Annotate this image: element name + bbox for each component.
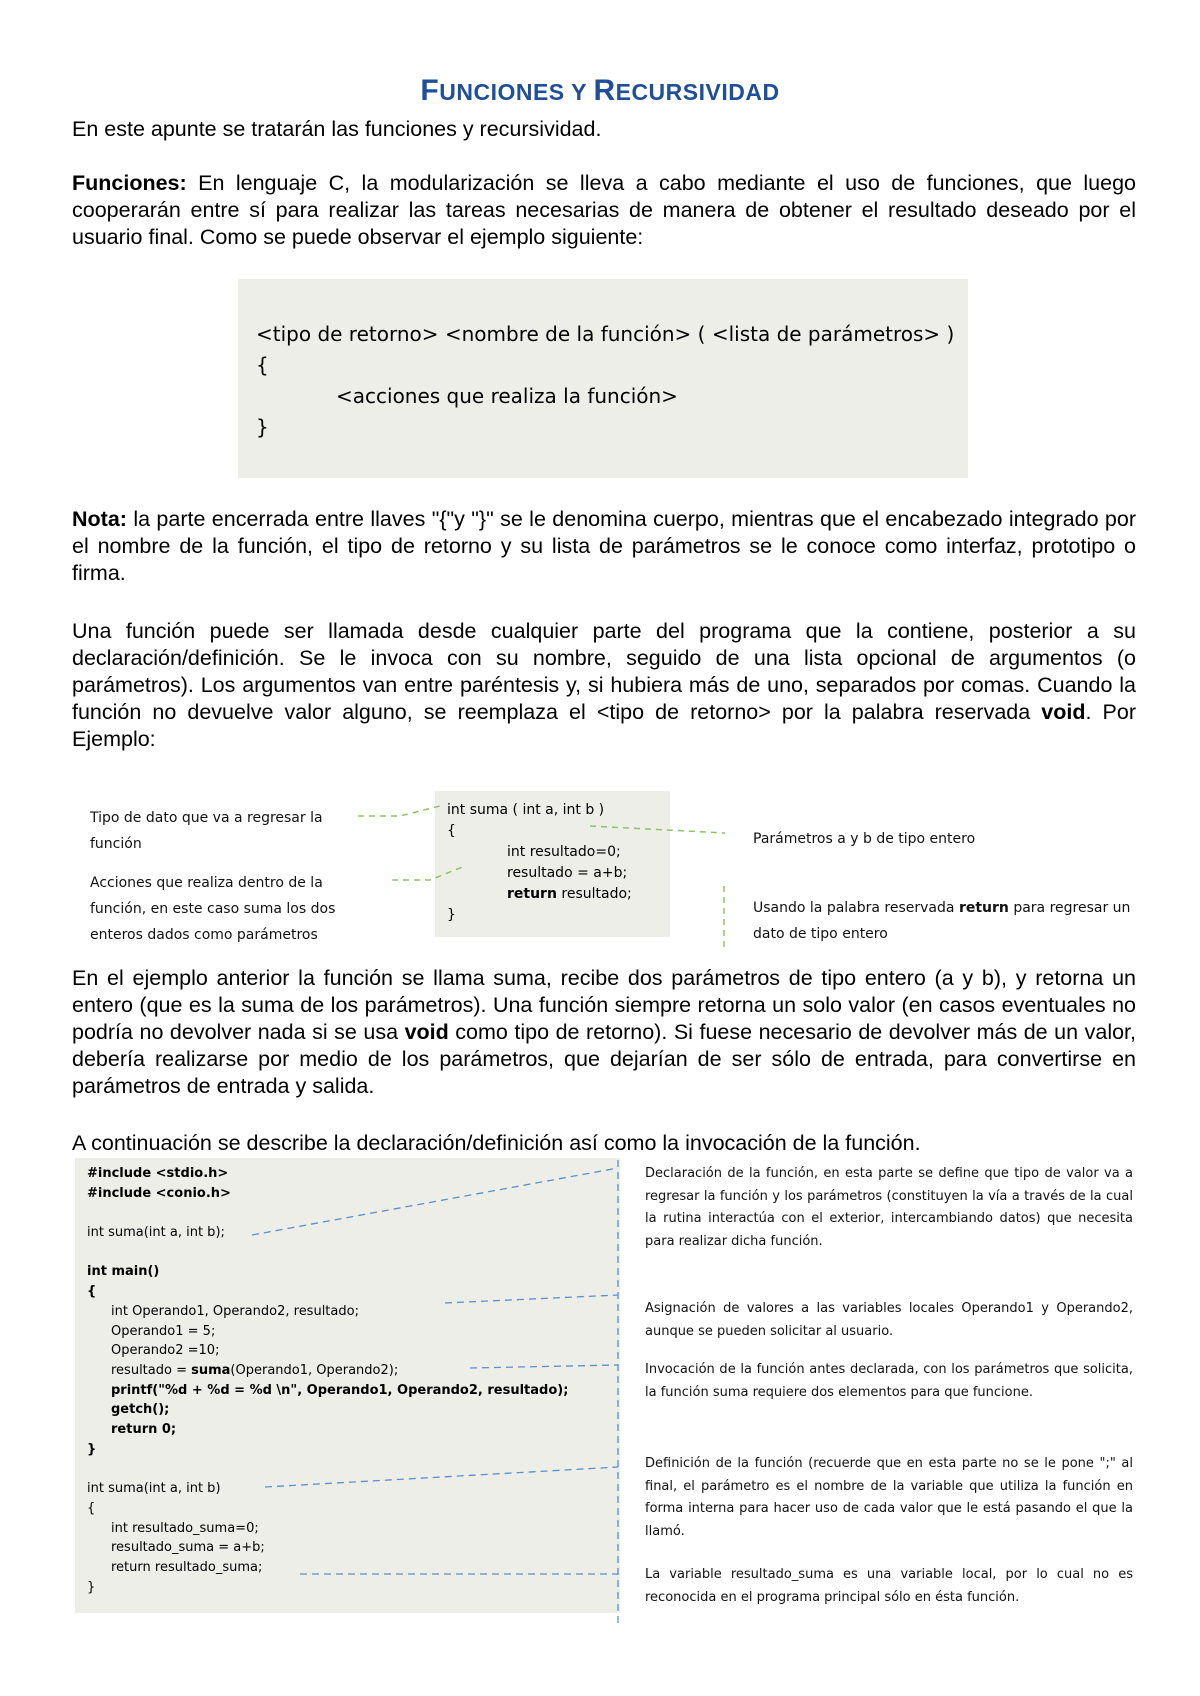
code-call-pre: resultado = — [111, 1363, 192, 1378]
intro-paragraph: En este apunte se tratarán las funciones y recursividad. — [72, 117, 602, 141]
connector-definicion — [265, 1467, 618, 1487]
code-line: Operando1 = 5; — [111, 1323, 216, 1339]
code-line: getch(); — [111, 1402, 170, 1418]
code-line: return resultado_suma; — [111, 1560, 263, 1576]
title-part: F — [420, 74, 440, 107]
note-acciones: Acciones que realiza dentro de la función, en este caso suma los dos enteros dados como parámetros — [90, 875, 336, 943]
side-note-asignacion: Asignación de valores a las variables locales Operando1 y Operando2, aunque se pueden solicitar al usuario. — [645, 1301, 1133, 1339]
title-part: Y — [564, 79, 594, 105]
syntax-line: <tipo de retorno> <nombre de la función> ( <lista de parámetros> ) — [256, 322, 955, 346]
note-parametros: Parámetros a y b de tipo entero — [753, 831, 976, 847]
title-part: UNCIONES — [439, 79, 565, 105]
side-note-variable: La variable resultado_suma es una variable local, por lo cual no es reconocida en el programa principal sólo en ésta función. — [645, 1567, 1133, 1605]
connector-declaracion — [252, 1168, 618, 1235]
title-part: ECURSIVIDAD — [615, 79, 780, 105]
example-open-brace: { — [447, 823, 456, 839]
return-keyword: return — [507, 886, 557, 902]
code-line: return 0; — [111, 1422, 177, 1438]
syntax-body: <acciones que realiza la función> — [336, 384, 678, 408]
code-line: printf("%d + %d = %d \n", Operando1, Operando2, resultado); — [111, 1382, 569, 1398]
funciones-label: Funciones: — [72, 171, 187, 195]
invocacion-tail: . Por Ejemplo: — [72, 700, 1137, 751]
side-note-invocacion: Invocación de la función antes declarada, con los parámetros que solicita, la función suma requiere dos elementos para que funcione. — [645, 1362, 1133, 1400]
code-line: int main() — [87, 1264, 160, 1280]
example-return-rest: resultado; — [556, 886, 632, 902]
syntax-close-brace: } — [256, 415, 269, 439]
code-line: } — [87, 1579, 96, 1595]
note-tipo-dato: Tipo de dato que va a regresar la función — [90, 810, 323, 852]
void-keyword: void — [404, 1020, 449, 1044]
nota-label: Nota: — [72, 507, 127, 531]
title-part: R — [593, 74, 616, 107]
code-line: { — [87, 1284, 97, 1300]
connector-asignacion — [445, 1295, 618, 1303]
code-line: int Operando1, Operando2, resultado; — [111, 1303, 359, 1319]
example-line: resultado = a+b; — [507, 865, 628, 881]
void-keyword: void — [1041, 700, 1086, 724]
code-call-fn: suma — [191, 1363, 231, 1378]
explicacion-text: En el ejemplo anterior la función se llama suma, recibe dos parámetros de tipo entero (a y b), y retorna un entero (que es la suma de los parámetros). Una función siempre retorna un solo valor (en casos eventuales no podría no devolver nada si se usa — [72, 966, 1136, 1044]
note-return-kw: return — [958, 900, 1009, 916]
example-line: int resultado=0; — [507, 844, 621, 860]
connector-invocacion — [470, 1365, 618, 1368]
side-note-definicion: Definición de la función (recuerde que en esta parte no se le pone ";" al final, el parámetro es el nombre de la variable que utiliza la función en forma interna para hacer uso de cada valor que le está pasando el que la llamó. — [645, 1456, 1133, 1539]
code-call-post: (Operando1, Operando2); — [230, 1363, 399, 1378]
code-line: int suma(int a, int b) — [87, 1481, 221, 1497]
example-signature: int suma ( int a, int b ) — [447, 802, 605, 818]
code-line: int resultado_suma=0; — [111, 1520, 259, 1536]
code-line: { — [87, 1500, 96, 1516]
continuacion-paragraph: A continuación se describe la declaración/definición así como la invocación de la función. — [72, 1131, 921, 1155]
code-line: int suma(int a, int b); — [87, 1225, 225, 1241]
connector-acciones — [392, 866, 465, 880]
nota-text: la parte encerrada entre llaves "{"y "}" se le denomina cuerpo, mientras que el encabezado integrado por el nombre de la función, el tipo de retorno y su lista de parámetros se le conoce como interfaz, prototipo o firma. — [72, 507, 1136, 585]
note-return-post: para regresar un dato de tipo entero — [753, 900, 1131, 942]
code-line: resultado_suma = a+b; — [111, 1540, 265, 1556]
note-return-pre: Usando la palabra reservada — [753, 900, 959, 916]
code-line: } — [87, 1441, 97, 1457]
example-close-brace: } — [447, 907, 456, 923]
explicacion-tail: como tipo de retorno). Si fuese necesario de devolver más de un valor, debería realizarse por medio de los parámetros, que dejarían de ser sólo de entrada, para convertirse en parámetros de entrada y salida. — [72, 1020, 1137, 1098]
funciones-text: En lenguaje C, la modularización se lleva a cabo mediante el uso de funciones, que luego cooperarán entre sí para realizar las tareas necesarias de manera de obtener el resultado deseado por el usuario final. Como se puede observar el ejemplo siguiente: — [72, 171, 1136, 249]
connector-parametros — [590, 826, 725, 833]
side-note-declaracion: Declaración de la función, en esta parte se define que tipo de valor va a regresar la función y los parámetros (constituyen la vía a través de la cual la rutina interactúa con el exterior, intercambiando datos) que necesita para realizar dicha función. — [645, 1166, 1133, 1249]
code-line: #include <stdio.h> — [87, 1166, 229, 1181]
invocacion-text: Una función puede ser llamada desde cualquier parte del programa que la contiene, posterior a su declaración/definición. Se le invoca con su nombre, seguido de una lista opcional de argumentos (o parámetros). Los argumentos van entre paréntesis y, si hubiera más de uno, separados por comas. Cuando la función no devuelve valor alguno, se reemplaza el <tipo de retorno> por la palabra reservada — [72, 619, 1136, 724]
connector-tipo — [358, 806, 440, 816]
syntax-open-brace: { — [256, 353, 269, 377]
code-line: Operando2 =10; — [111, 1343, 220, 1359]
code-line: #include <conio.h> — [87, 1185, 231, 1201]
